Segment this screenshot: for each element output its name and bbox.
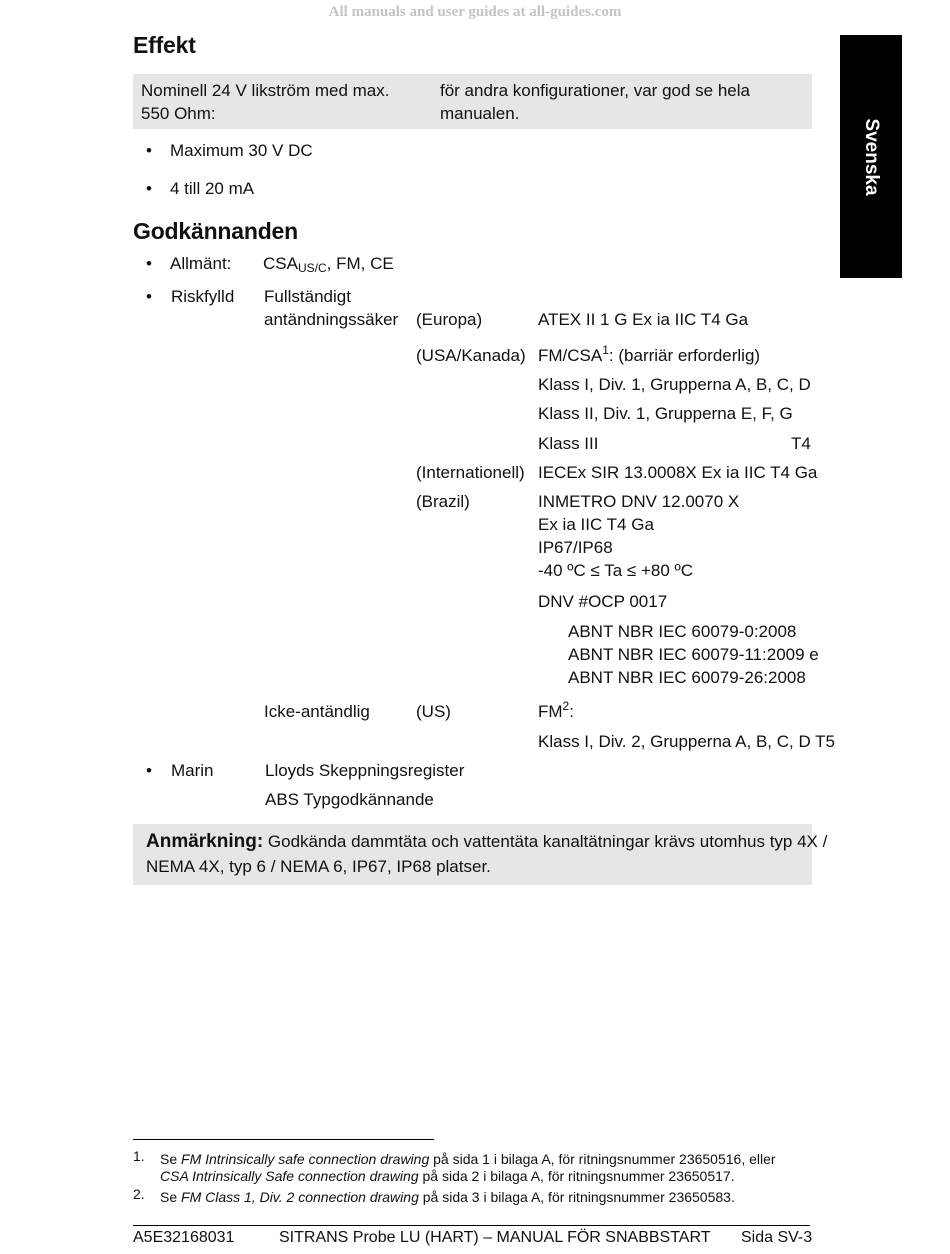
- allmant-label: Allmänt:: [170, 254, 232, 273]
- note-label: Anmärkning:: [146, 831, 264, 852]
- footer-rule: [133, 1225, 810, 1226]
- watermark: All manuals and user guides at all-guides.com: [328, 4, 622, 20]
- section-heading-effekt: Effekt: [133, 32, 196, 58]
- section-heading-godkannanden: Godkännanden: [133, 218, 299, 244]
- list-item: 4 till 20 mA: [170, 179, 255, 198]
- list-item: Maximum 30 V DC: [170, 141, 313, 160]
- language-tab-label: Svenska: [861, 117, 882, 196]
- footnote-1: Se FM Intrinsically safe connection drawing på sida 1 i bilaga A, för ritningsnummer 23650516, eller CSA Intrinsically Safe connection drawing på sida 2 i bilaga A, för ritningsnummer 23650517.: [160, 1151, 776, 1184]
- approval-abs: ABS Typgodkännande: [265, 790, 434, 809]
- power-info-box: [133, 74, 812, 129]
- region-us: (US): [416, 702, 451, 721]
- icke-antandlig-label: Icke-antändlig: [264, 702, 370, 721]
- approval-class-1-div-2: Klass I, Div. 2, Grupperna A, B, C, D T5: [538, 732, 835, 751]
- approval-lloyds: Lloyds Skeppningsregister: [265, 761, 465, 780]
- riskfylld-label: Riskfylld: [171, 287, 235, 306]
- approval-fm-csa: FM/CSA$^1$: (barriär erforderlig): [538, 343, 761, 365]
- power-box-right-line1: för andra konfigurationer, var god se hela: [440, 81, 750, 100]
- bullet-marker: •: [146, 287, 152, 306]
- approval-abnt: ABNT NBR IEC 60079-0:2008 ABNT NBR IEC 60079-11:2009 e ABNT NBR IEC 60079-26:2008: [568, 622, 819, 687]
- footnote-2-number: 2.: [133, 1186, 145, 1202]
- bullet-marker: •: [146, 141, 152, 160]
- power-box-left-line1: Nominell 24 V likström med max.: [141, 81, 390, 100]
- approval-iecex: IECEx SIR 13.0008X Ex ia IIC T4 Ga: [538, 463, 818, 482]
- region-internationell: (Internationell): [416, 463, 525, 482]
- region-brazil: (Brazil): [416, 492, 470, 511]
- bullet-marker: •: [146, 761, 152, 780]
- approval-class-1: Klass I, Div. 1, Grupperna A, B, C, D: [538, 375, 811, 394]
- region-usa-kanada: (USA/Kanada): [416, 346, 526, 365]
- bullet-marker: •: [146, 254, 152, 273]
- footnote-2: Se FM Class 1, Div. 2 connection drawing på sida 3 i bilaga A, för ritningsnummer 23650583.: [160, 1189, 735, 1205]
- marin-label: Marin: [171, 761, 214, 780]
- language-tab: [840, 35, 902, 278]
- footer-title: SITRANS Probe LU (HART) – MANUAL FÖR SNABBSTART: [279, 1229, 711, 1246]
- note-box: [133, 824, 828, 885]
- note-text-line2: NEMA 4X, typ 6 / NEMA 6, IP67, IP68 platser.: [146, 857, 491, 876]
- approval-class-3-temp: T4: [791, 434, 811, 453]
- approval-class-3: Klass III: [538, 434, 599, 453]
- approval-fm: $FM^2$:: [538, 699, 574, 721]
- note-text-line1: Godkända dammtäta och vattentäta kanaltätningar krävs utomhus typ 4X /: [263, 832, 828, 851]
- allmant-value: $CSA_{US/C}$, FM, CE: [263, 254, 394, 275]
- power-box-right-line2: manualen.: [440, 104, 520, 123]
- fullstandigt-label: Fullständigt antändningssäker: [264, 287, 399, 329]
- bullet-marker: •: [146, 179, 152, 198]
- power-box-left-line2: 550 Ohm:: [141, 104, 216, 123]
- approval-dnv: DNV #OCP 0017: [538, 592, 668, 611]
- footer-doc-number: A5E32168031: [133, 1229, 235, 1246]
- footer-page-number: Sida SV-3: [741, 1229, 813, 1246]
- footnote-1-number: 1.: [133, 1148, 145, 1164]
- approval-atex: ATEX II 1 G Ex ia IIC T4 Ga: [538, 310, 749, 329]
- approval-inmetro: INMETRO DNV 12.0070 X Ex ia IIC T4 Ga IP67/IP68 -40 ºC ≤ Ta ≤ +80 ºC: [538, 492, 740, 580]
- region-europa: (Europa): [416, 310, 483, 329]
- approval-class-2: Klass II, Div. 1, Grupperna E, F, G: [538, 404, 793, 423]
- footnote-divider: [133, 1139, 434, 1140]
